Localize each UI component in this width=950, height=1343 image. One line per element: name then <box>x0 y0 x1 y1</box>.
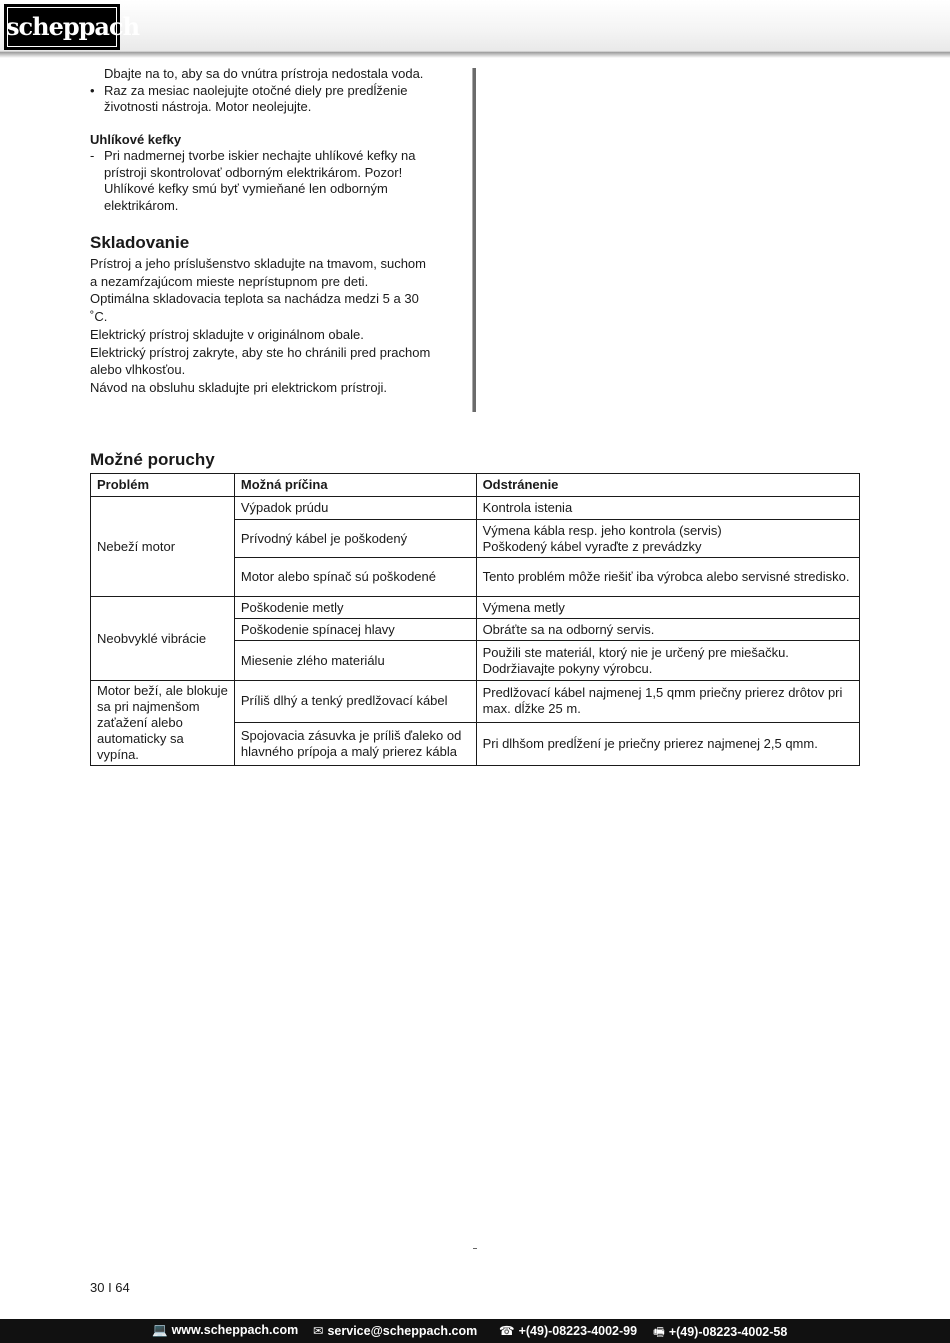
cause-cell: Poškodenie spínacej hlavy <box>234 619 476 641</box>
problem-cell: Neobvyklé vibrácie <box>91 597 235 681</box>
logo-text: scheppach <box>6 12 140 41</box>
center-mark <box>473 1248 477 1249</box>
remedy-cell: Tento problém môže riešiť iba výrobca alebo servisné stredisko. <box>476 558 859 597</box>
header-shadow <box>0 52 950 58</box>
brushes-heading: Uhlíkové kefky <box>90 131 182 147</box>
water-note: Dbajte na to, aby sa do vnútra prístroja nedostala voda. <box>104 66 424 81</box>
cause-cell: Príliš dlhý a tenký predlžovací kábel <box>234 681 476 723</box>
storage-heading: Skladovanie <box>90 233 190 252</box>
header-remedy: Odstránenie <box>476 474 859 497</box>
footer-phone-text: +(49)-08223-4002-99 <box>518 1324 638 1338</box>
dash-mark: - <box>90 148 95 163</box>
remedy-line: Výmena kábla resp. jeho kontrola (servis) <box>482 522 722 538</box>
header-problem: Problém <box>91 474 235 497</box>
phone-icon: ☎ <box>499 1324 515 1338</box>
remedy-cell: Pri dlhšom predĺžení je priečny prierez najmenej 2,5 qmm. <box>476 722 859 765</box>
cause-cell: Motor alebo spínač sú poškodené <box>234 558 476 597</box>
footer-web-text: www.scheppach.com <box>171 1323 299 1337</box>
cause-cell: Poškodenie metly <box>234 597 476 619</box>
remedy-line: Použili ste materiál, ktorý nie je určený pre miešačku. <box>482 644 789 660</box>
envelope-icon: ✉ <box>313 1324 324 1338</box>
maintenance-column <box>90 66 432 397</box>
cause-cell: Miesenie zlého materiálu <box>234 641 476 681</box>
table-row <box>91 497 860 520</box>
storage-paragraph-3: Elektrický prístroj skladujte v originálnom obale. <box>90 326 364 342</box>
storage-paragraph-1: Prístroj a jeho príslušenstvo skladujte na tmavom, suchom a nezamŕzajúcom mieste neprístupnom pre deti. <box>90 256 426 289</box>
scheppach-logo <box>4 4 140 50</box>
remedy-cell: Kontrola istenia <box>476 497 859 520</box>
remedy-cell: Predlžovací kábel najmenej 1,5 qmm priečny prierez drôtov pri max. dĺžke 25 m. <box>476 681 859 723</box>
bullet-mark: • <box>90 82 95 98</box>
header-bar <box>0 0 950 52</box>
oil-bullet <box>90 83 432 116</box>
remedy-cell: Výmena metly <box>476 597 859 619</box>
faults-title: Možné poruchy <box>90 450 215 469</box>
footer-bar <box>0 1319 950 1343</box>
header-cause: Možná príčina <box>234 474 476 497</box>
column-divider <box>472 68 476 412</box>
brushes-item <box>90 148 432 214</box>
remedy-cell <box>476 641 859 681</box>
oil-bullet-text: Raz za mesiac naolejujte otočné diely pre predĺženie životnosti nástroja. Motor neolejujte. <box>104 82 408 114</box>
cause-cell: Výpadok prúdu <box>234 497 476 520</box>
footer-phone <box>499 1323 637 1338</box>
table-row <box>91 681 860 723</box>
fax-icon: 🖷 <box>653 1325 665 1339</box>
remedy-cell <box>476 520 859 558</box>
problem-cell: Motor beží, ale blokuje sa pri najmenšom zaťažení alebo automaticky sa vypína. <box>91 681 235 766</box>
remedy-cell: Obráťte sa na odborný servis. <box>476 619 859 641</box>
storage-paragraph-4: Elektrický prístroj zakryte, aby ste ho chránili pred prachom alebo vlhkosťou. <box>90 344 431 378</box>
faults-table <box>90 473 860 766</box>
table-header-row <box>91 474 860 497</box>
storage-paragraph-2: Optimálna skladovacia teplota sa nachádza medzi 5 a 30 ˚C. <box>90 291 419 325</box>
footer-mail-text: service@scheppach.com <box>327 1324 478 1338</box>
footer-fax <box>653 1323 787 1343</box>
table-row <box>91 597 860 619</box>
footer-fax-text: +(49)-08223-4002-58 <box>668 1325 788 1339</box>
page-number: 30 I 64 <box>90 1280 130 1295</box>
brushes-text: Pri nadmernej tvorbe iskier nechajte uhlíkové kefky na prístroji skontrolovať odborným elektrikárom. Pozor! Uhlíkové kefky smú byť vymieňané len odborným elektrikárom. <box>104 148 416 213</box>
remedy-line: Dodržiavajte pokyny výrobcu. <box>482 660 653 676</box>
storage-paragraph-5: Návod na obsluhu skladujte pri elektrickom prístroji. <box>90 379 387 395</box>
problem-cell: Nebeží motor <box>91 497 235 597</box>
footer-web[interactable] <box>152 1323 298 1338</box>
cause-cell: Spojovacia zásuvka je príliš ďaleko od hlavného prípoja a malý prierez kábla <box>234 722 476 765</box>
laptop-icon: 💻 <box>152 1323 168 1337</box>
cause-cell: Prívodný kábel je poškodený <box>234 520 476 558</box>
footer-mail[interactable] <box>313 1323 477 1338</box>
remedy-line: Poškodený kábel vyraďte z prevádzky <box>482 538 702 554</box>
